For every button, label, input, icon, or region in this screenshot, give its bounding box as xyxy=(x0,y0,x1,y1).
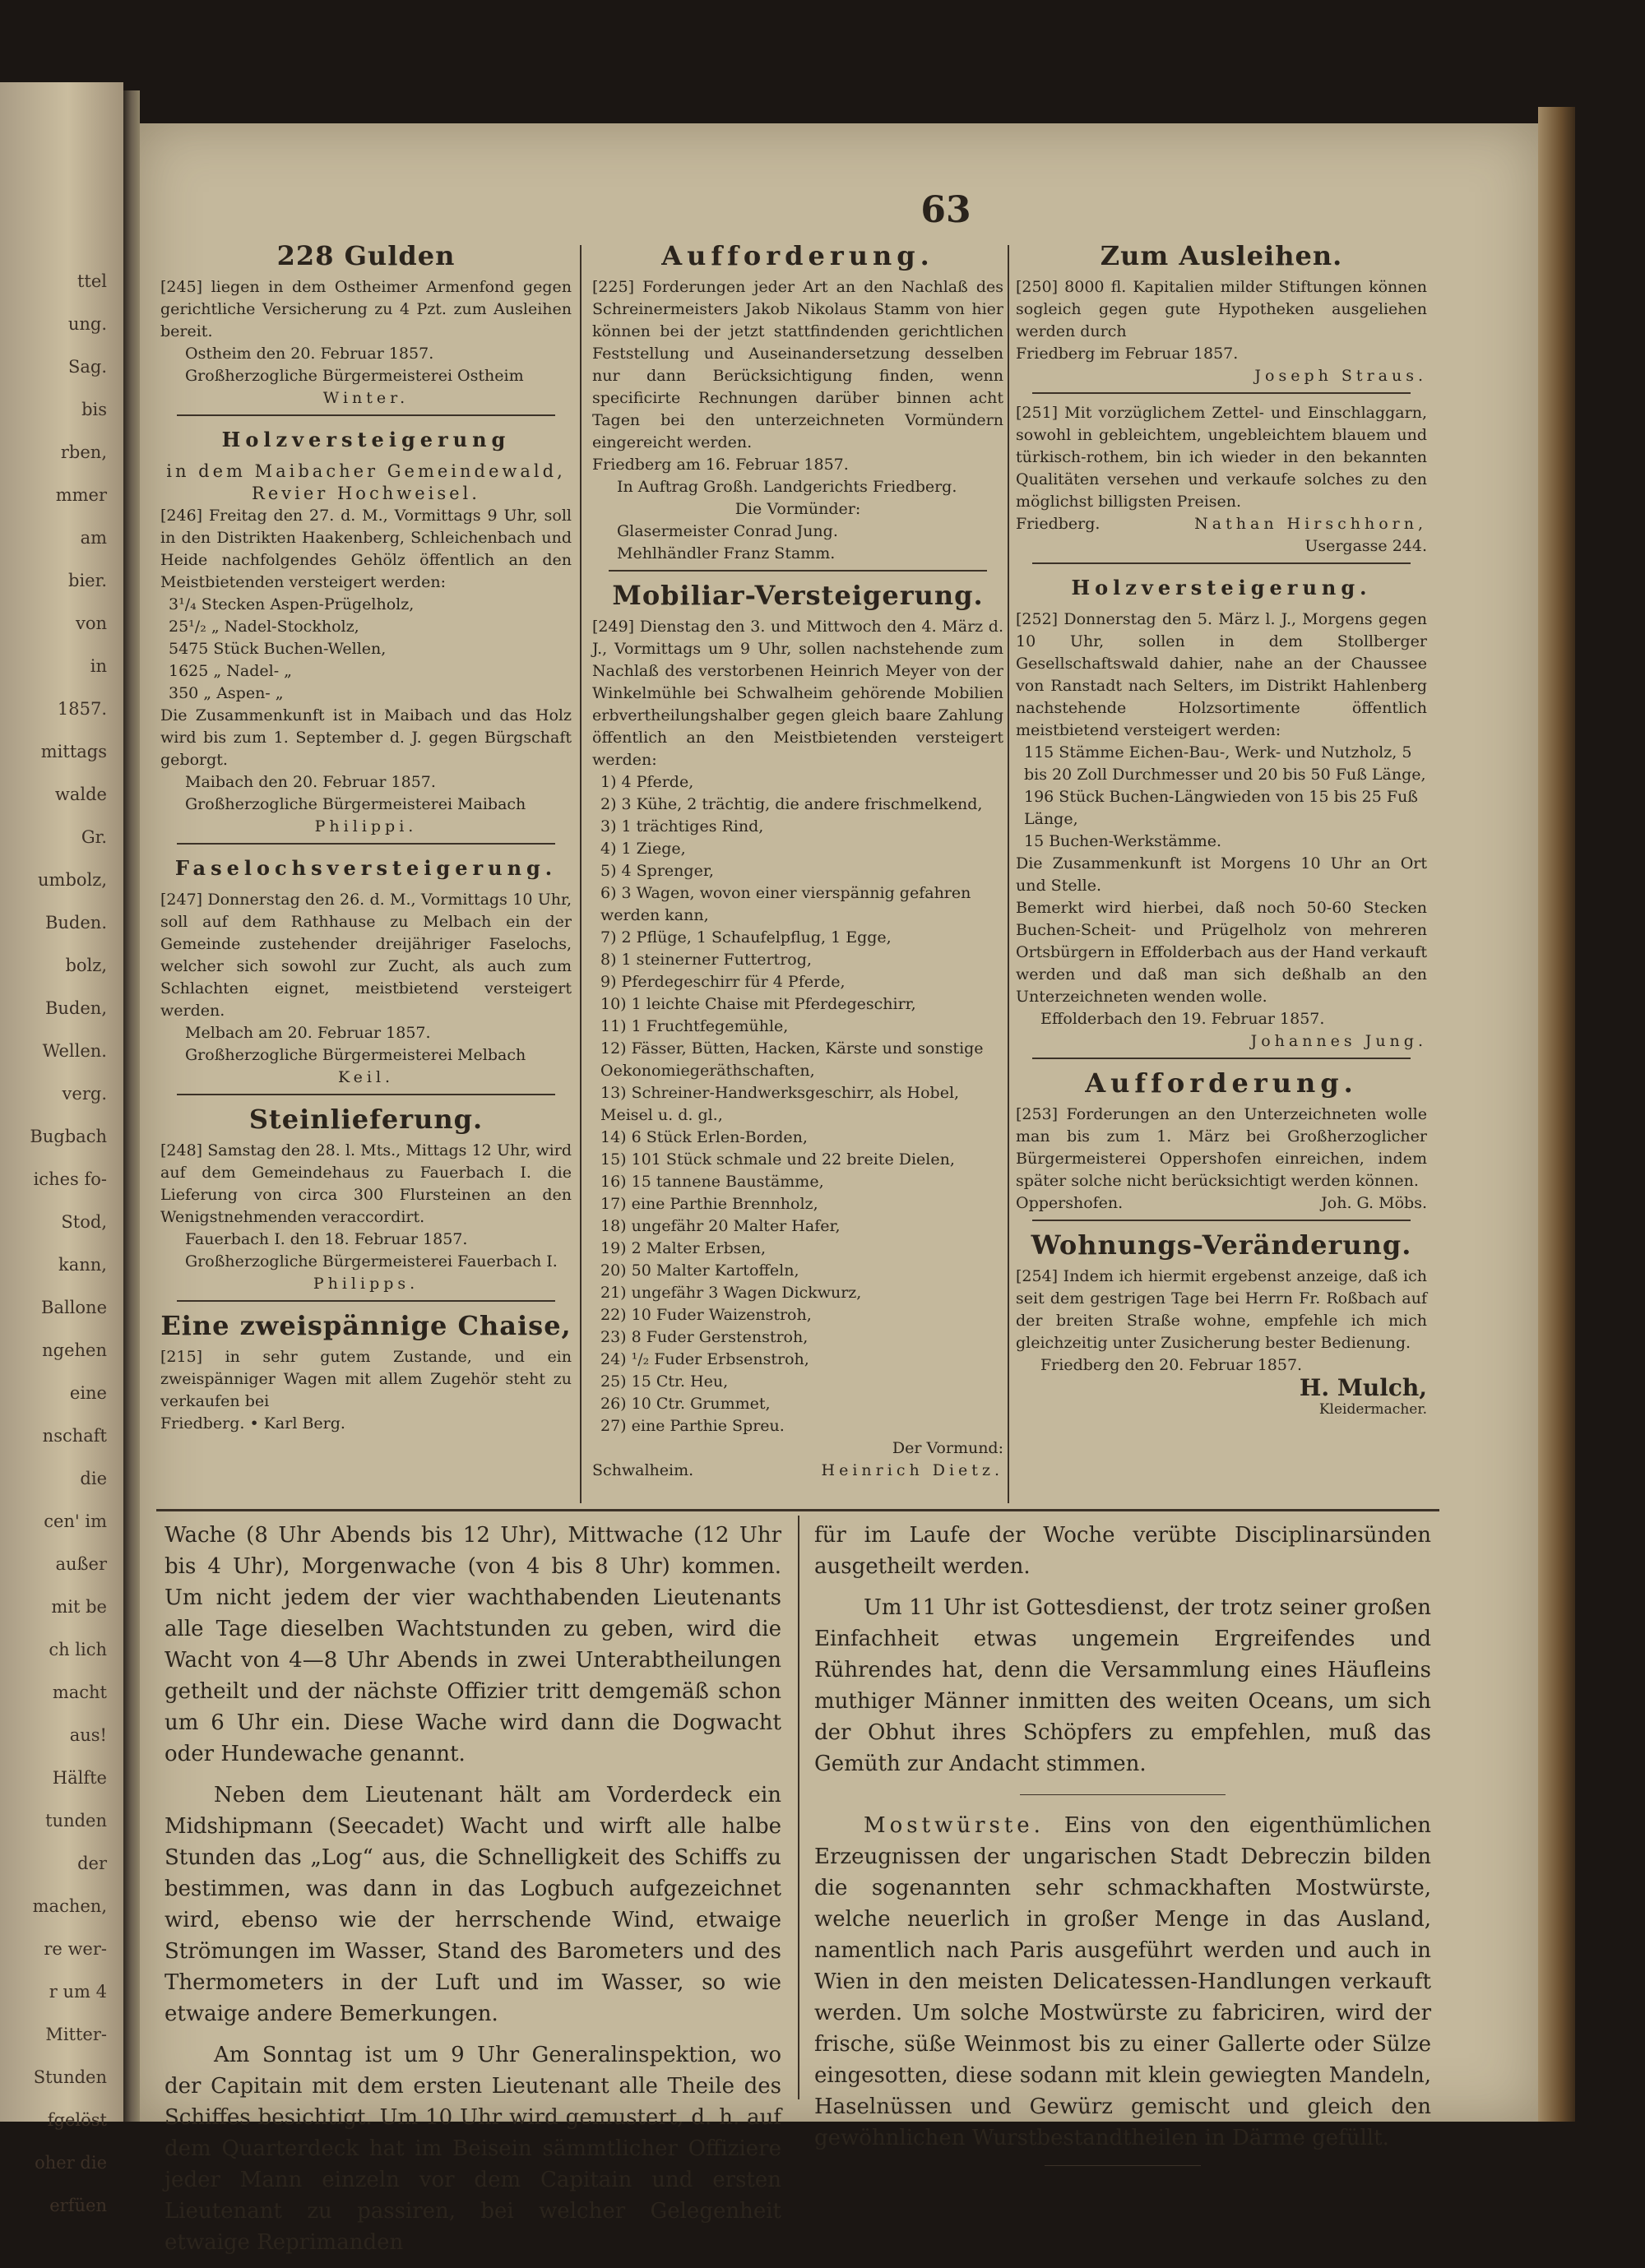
book-spine xyxy=(123,90,140,2122)
left-page-text-fragment: außer xyxy=(55,1554,107,1574)
article-right-column xyxy=(814,1520,1431,2178)
ad-subtitle: in dem Maibacher Gemeindewald, Revier Hochweisel. xyxy=(166,461,566,503)
left-page-text-fragment: Hälfte xyxy=(52,1768,107,1788)
item-list xyxy=(592,771,1003,1437)
ad-text: [252] Donnerstag den 5. März l. J., Morgens gegen 10 Uhr, sollen in dem Stollberger Gesellschaftswald dahier, nahe an der Chaussee von Ranstadt nach Selters, im Distrikt Hahlenberg nachstehende Holzsortimente öffentlich meistbietend versteigert werden: xyxy=(1016,610,1427,739)
list-item: 2) 3 Kühe, 2 trächtig, die andere frischmelkend, xyxy=(600,795,983,813)
column-2 xyxy=(592,238,1003,1487)
ad-signature: Großherzogliche Bürgermeisterei Maibach xyxy=(185,795,526,813)
ad-title: Zum Ausleihen. xyxy=(1100,240,1343,271)
article-paragraph: Wache (8 Uhr Abends bis 12 Uhr), Mittwache (12 Uhr bis 4 Uhr), Morgenwache (von 4 bis 8 Uhr) kommen. Um nicht jedem der vier wachthabenden Lieutenants alle Tage dieselben Wachtstunden zu geben, wird die Wacht von 4—8 Uhr Abends in zwei Unterabtheilungen getheilt und der nächste Offizier tritt demgemäß schon um 6 Uhr ein. Diese Wache wird dann die Dogwacht oder Hundewache genannt. xyxy=(164,1523,781,1766)
left-page-text-fragment: erfüen xyxy=(49,2196,107,2215)
ad-place: Oppershofen. xyxy=(1016,1194,1124,1212)
article-paragraph xyxy=(814,1810,1431,2154)
separator xyxy=(1032,1058,1411,1059)
column-divider xyxy=(798,1516,799,2099)
ad-date: Ostheim den 20. Februar 1857. xyxy=(185,345,434,363)
ad-text: [254] Indem ich hiermit ergebenst anzeige, daß ich seit dem gestrigen Tage bei Herrn Fr. Roßbach auf der breiten Straße wohne, empfehle ich mich gleichzeitig unter Zusicherung bester Bedienung. xyxy=(1016,1267,1427,1352)
ad-signature: Großherzogliche Bürgermeisterei Melbach xyxy=(185,1046,526,1064)
ad-signature: Großherzogliche Bürgermeisterei Ostheim xyxy=(185,367,524,385)
ad-date: Melbach am 20. Februar 1857. xyxy=(185,1024,431,1042)
left-page-text-fragment: macht xyxy=(52,1682,107,1702)
left-page-text-fragment: machen, xyxy=(32,1896,107,1916)
separator xyxy=(1032,1220,1411,1221)
column-3 xyxy=(1016,238,1427,1426)
article-paragraph: für im Laufe der Woche verübte Disciplinarsünden ausgetheilt werden. xyxy=(814,1523,1431,1579)
ad-252 xyxy=(1016,572,1427,1053)
separator xyxy=(1032,392,1411,394)
article-text: Eins von den eigenthümlichen Erzeugnissen der ungarischen Stadt Debreczin bilden die sogenannten sehr schmackhaften Mostwürste, welche neuerlich in großer Menge in das Ausland, namentlich nach Paris ausgeführt werden und auch in Wien in den meisten Delicatessen-Handlungen verkauft werden. Um solche Mostwürste zu fabriciren, wird der frische, süße Weinmost bis zu einer Gallerte oder Sülze eingesotten, diese sodann mit klein gewiegten Mandeln, Haselnüssen und Gewürz gemischt und gleich den gewöhnlichen Wurstbestandtheilen in Därme gefüllt. xyxy=(814,1813,1431,2150)
ad-text: [248] Samstag den 28. l. Mts., Mittags 12 Uhr, wird auf dem Gemeindehaus zu Fauerbach I. die Lieferung von circa 300 Flursteinen an den Wenigstnehmenden veraccordirt. xyxy=(160,1141,572,1226)
separator xyxy=(1032,562,1411,564)
list-item: 115 Stämme Eichen-Bau-, Werk- und Nutzholz, 5 bis 20 Zoll Durchmesser und 20 bis 50 Fuß Länge, xyxy=(1024,743,1426,784)
ad-signature-name: Johannes Jung. xyxy=(1250,1032,1427,1050)
newspaper-page xyxy=(140,123,1538,2255)
guardian-name: Mehlhändler Franz Stamm. xyxy=(617,544,836,562)
ad-254 xyxy=(1016,1229,1427,1421)
ad-253 xyxy=(1016,1067,1427,1215)
guardian-name: Glasermeister Conrad Jung. xyxy=(617,522,838,540)
ad-signature-name: H. Mulch, xyxy=(1299,1374,1427,1401)
left-page-text-fragment: re wer- xyxy=(44,1939,107,1959)
list-item: 10) 1 leichte Chaise mit Pferdegeschirr, xyxy=(600,995,916,1013)
separator xyxy=(1020,1794,1226,1795)
left-page-text-fragment: am xyxy=(80,528,107,548)
left-page-text-fragment: cen' im xyxy=(44,1511,107,1531)
list-item: 19) 2 Malter Erbsen, xyxy=(600,1239,767,1257)
ad-signature: Großherzogliche Bürgermeisterei Fauerbach I. xyxy=(185,1252,558,1271)
left-page-text-fragment: r um 4 xyxy=(49,1982,107,2002)
ad-245 xyxy=(160,240,572,410)
left-page-text-fragment: mmer xyxy=(55,485,107,505)
separator xyxy=(609,570,987,572)
separator xyxy=(177,1094,555,1095)
left-page-text-fragment: rben, xyxy=(60,442,107,462)
ad-place: Friedberg. xyxy=(1016,515,1101,533)
list-item: 20) 50 Malter Kartoffeln, xyxy=(600,1261,799,1280)
ad-text: [250] 8000 fl. Kapitalien milder Stiftungen können sogleich gegen gute Hypotheken ausgeliehen werden durch xyxy=(1016,278,1427,340)
list-item: 14) 6 Stück Erlen-Borden, xyxy=(600,1128,808,1146)
ad-249 xyxy=(592,580,1003,1482)
left-page-text-fragment: verg. xyxy=(62,1084,107,1104)
left-page-text-fragment: Mitter- xyxy=(45,2025,107,2044)
ad-248 xyxy=(160,1104,572,1295)
ad-title: 228 Gulden xyxy=(276,240,456,271)
left-page-text-fragment: aus! xyxy=(69,1725,107,1745)
ad-signature: Friedberg. • Karl Berg. xyxy=(160,1414,345,1433)
list-item: 23) 8 Fuder Gerstenstroh, xyxy=(600,1328,809,1346)
left-page-text-fragment: bis xyxy=(81,400,107,419)
guardian-label: Der Vormund: xyxy=(892,1439,1003,1457)
page-edge-right xyxy=(1538,107,1575,2122)
left-page-text-fragment: Ballone xyxy=(41,1298,107,1317)
list-item: 5) 4 Sprenger, xyxy=(600,862,714,880)
column-divider xyxy=(1008,245,1009,1503)
ad-signature-name: Nathan Hirschhorn, xyxy=(1194,515,1427,533)
ad-signature-name: Philippi. xyxy=(314,817,418,835)
list-item: 8) 1 steinerner Futtertrog, xyxy=(600,951,812,969)
ad-signature-name: Philipps. xyxy=(313,1275,419,1293)
ad-title: Aufforderung. xyxy=(1085,1067,1358,1099)
left-page-text-fragment: mit be xyxy=(51,1597,107,1617)
left-page-text-fragment: Stunden xyxy=(33,2067,107,2087)
ad-text: [249] Dienstag den 3. und Mittwoch den 4. März d. J., Vormittags um 9 Uhr, sollen nachstehende zum Nachlaß des verstorbenen Heinrich Meyer von der Winkelmühle bei Schwalheim gehörende Mobilien erbvertheilungshalber gegen gleich baare Zahlung öffentlich an den Meistbietenden versteigert werden: xyxy=(592,618,1003,769)
column-divider xyxy=(580,245,582,1503)
left-page-text-fragment: der xyxy=(77,1854,107,1873)
ad-text: Die Zusammenkunft ist Morgens 10 Uhr an Ort und Stelle. xyxy=(1016,854,1427,895)
ad-text: [215] in sehr gutem Zustande, und ein zweispänniger Wagen mit allem Zugehör steht zu verkaufen bei xyxy=(160,1348,572,1410)
list-item: 4) 1 Ziege, xyxy=(600,840,686,858)
list-item: 25) 15 Ctr. Heu, xyxy=(600,1372,729,1391)
list-item: 5475 Stück Buchen-Wellen, xyxy=(169,640,387,658)
ad-text: Die Zusammenkunft ist in Maibach und das Holz wird bis zum 1. September d. J. gegen Bürgschaft geborgt. xyxy=(160,706,572,769)
left-page-text-fragment: umbolz, xyxy=(38,870,107,890)
ad-text: [251] Mit vorzüglichem Zettel- und Einschlaggarn, sowohl in gebleichtem, ungebleichtem blauem und türkisch-rothem, bin ich wieder in den bekannten Qualitäten versehen und verkaufe solches zu den möglichst billigsten Preisen. xyxy=(1016,404,1427,511)
left-page-text-fragment: bolz, xyxy=(65,956,107,975)
left-page-text-fragment: Stod, xyxy=(61,1212,107,1232)
list-item: 21) ungefähr 3 Wagen Dickwurz, xyxy=(600,1284,862,1302)
ad-signature-role: Kleidermacher. xyxy=(1318,1401,1427,1418)
ad-signature-row xyxy=(1016,513,1427,535)
list-item: 17) eine Parthie Brennholz, xyxy=(600,1195,818,1213)
left-page-text-fragment: Gr. xyxy=(81,827,107,847)
separator xyxy=(177,414,555,416)
ad-title: Eine zweispännige Chaise, xyxy=(160,1310,572,1341)
ad-title: Mobiliar-Versteigerung. xyxy=(612,580,984,611)
ad-date: Maibach den 20. Februar 1857. xyxy=(185,773,436,791)
ad-247 xyxy=(160,853,572,1089)
separator xyxy=(177,1300,555,1302)
separator xyxy=(1045,2165,1201,2166)
ad-date: Friedberg im Februar 1857. xyxy=(1016,345,1239,363)
section-divider xyxy=(156,1509,1439,1511)
list-item: 196 Stück Buchen-Längwieden von 15 bis 25 Fuß Länge, xyxy=(1024,788,1418,828)
left-page-text-fragment: eine xyxy=(69,1383,107,1403)
separator xyxy=(177,843,555,845)
list-item: 27) eine Parthie Spreu. xyxy=(600,1417,785,1435)
ad-place: Schwalheim. xyxy=(592,1461,694,1479)
list-item: 3) 1 trächtiges Rind, xyxy=(600,817,764,835)
ad-authority: In Auftrag Großh. Landgerichts Friedberg. xyxy=(617,478,957,496)
list-item: 1625 „ Nadel- „ xyxy=(169,662,293,680)
list-item: 350 „ Aspen- „ xyxy=(169,684,284,702)
ad-signature-name: Winter. xyxy=(322,389,410,407)
ad-246 xyxy=(160,424,572,838)
article-paragraph: Neben dem Lieutenant hält am Vorderdeck ein Midshipmann (Seecadet) Wacht und wirft alle halbe Stunden das „Log“ aus, die Schnelligkeit des Schiffs zu bestimmen, was dann in das Logbuch aufgezeichnet wird, ebenso wie der herrschende Wind, etwaige Strömungen im Wasser, Stand des Barometers und des Thermometers in der Luft und im Wasser, so wie etwaige andere Bemerkungen. xyxy=(164,1783,781,2026)
left-page-text-fragment: die xyxy=(80,1469,107,1488)
left-page-text-fragment: Wellen. xyxy=(42,1041,107,1061)
left-page-edge xyxy=(0,82,123,2215)
ad-date: Effolderbach den 19. Februar 1857. xyxy=(1040,1010,1325,1028)
ad-signature-row xyxy=(1016,1192,1427,1215)
list-item: 18) ungefähr 20 Malter Hafer, xyxy=(600,1217,841,1235)
left-page-text-fragment: ch lich xyxy=(49,1640,107,1659)
list-item: 6) 3 Wagen, wovon einer vierspännig gefahren werden kann, xyxy=(600,884,971,924)
ad-251 xyxy=(1016,402,1427,558)
ad-title: Holzversteigerung xyxy=(221,428,511,451)
page-number: 63 xyxy=(920,189,971,231)
ad-signature-name: Joseph Straus. xyxy=(1254,367,1427,385)
list-item: 26) 10 Ctr. Grummet, xyxy=(600,1395,771,1413)
list-item: 25¹/₂ „ Nadel-Stockholz, xyxy=(169,618,359,636)
list-item: 15 Buchen-Werkstämme. xyxy=(1024,832,1222,850)
ad-225 xyxy=(592,240,1003,565)
left-page-text-fragment: tunden xyxy=(45,1811,107,1831)
list-item: 15) 101 Stück schmale und 22 breite Dielen, xyxy=(600,1150,955,1169)
ad-date: Fauerbach I. den 18. Februar 1857. xyxy=(185,1230,468,1248)
ad-date: Friedberg den 20. Februar 1857. xyxy=(1040,1356,1303,1374)
ad-signature-name: Keil. xyxy=(337,1068,395,1086)
left-page-text-fragment: oher die xyxy=(35,2153,107,2173)
list-item: 24) ¹/₂ Fuder Erbsenstroh, xyxy=(600,1350,809,1368)
list-item: 22) 10 Fuder Waizenstroh, xyxy=(600,1306,812,1324)
left-page-text-fragment: ngehen xyxy=(42,1340,107,1360)
article-heading: Mostwürste. xyxy=(864,1813,1045,1838)
ad-address: Usergasse 244. xyxy=(1304,537,1427,555)
left-page-text-fragment: iches fo- xyxy=(33,1169,107,1189)
ad-title: Faselochsversteigerung. xyxy=(174,856,558,880)
article-paragraph: Um 11 Uhr ist Gottesdienst, der trotz seiner großen Einfachheit etwas ungemein Ergreifendes und Rührendes hat, denn die Versammlung eines Häufleins muthiger Männer inmitten des weiten Oceans, um sich der Obhut ihres Schöpfers zu empfehlen, muß das Gemüth zur Andacht stimmen. xyxy=(814,1595,1431,1776)
left-page-text-fragment: bier. xyxy=(68,571,107,590)
list-item: 16) 15 tannene Baustämme, xyxy=(600,1173,824,1191)
ad-signature-name: Heinrich Dietz. xyxy=(821,1461,1003,1479)
list-item: 9) Pferdegeschirr für 4 Pferde, xyxy=(600,973,846,991)
ad-title: Wohnungs-Veränderung. xyxy=(1031,1229,1412,1261)
left-page-text-fragment: kann, xyxy=(58,1255,107,1275)
left-page-text-fragment: Sag. xyxy=(67,357,107,377)
left-page-text-fragment: Bugbach xyxy=(30,1127,107,1146)
ad-date: Friedberg am 16. Februar 1857. xyxy=(592,456,849,474)
ad-text: [245] liegen in dem Ostheimer Armenfond gegen gerichtliche Versicherung zu 4 Pzt. zum Ausleihen bereit. xyxy=(160,278,572,340)
left-page-text-fragment: mittags xyxy=(40,742,107,761)
ad-title: Aufforderung. xyxy=(661,240,934,271)
ad-signature-row xyxy=(592,1460,1003,1482)
left-page-text-fragment: von xyxy=(75,613,107,633)
list-item: 7) 2 Pflüge, 1 Schaufelpflug, 1 Egge, xyxy=(600,928,892,947)
left-page-text-fragment: ung. xyxy=(67,314,107,334)
ad-text: [253] Forderungen an den Unterzeichneten wolle man bis zum 1. März bei Großherzoglicher Bürgermeisterei Oppershofen einreichen, indem später solche nicht berücksichtigt werden können. xyxy=(1016,1105,1427,1190)
article-paragraph: Am Sonntag ist um 9 Uhr Generalinspektion, wo der Capitain mit dem ersten Lieutenant alle Theile des Schiffes besichtigt. Um 10 Uhr wird gemustert, d. h. auf dem Quarterdeck hat im Beisein sämmtlicher Offiziere jeder Mann einzeln vor dem Capitain und ersten Lieutenant zu passiren, bei welcher Gelegenheit etwaige Reprimanden xyxy=(164,2043,781,2255)
left-page-text-fragment: 1857. xyxy=(57,699,107,719)
ad-215 xyxy=(160,1310,572,1435)
ad-250 xyxy=(1016,240,1427,387)
list-item: 1) 4 Pferde, xyxy=(600,773,694,791)
column-1 xyxy=(160,238,572,1440)
left-page-text-fragment: Buden. xyxy=(44,913,107,933)
left-page-text-fragment: fgelöst xyxy=(47,2110,107,2130)
ad-text: [225] Forderungen jeder Art an den Nachlaß des Schreinermeisters Jakob Nikolaus Stamm von hier können bei der jetzt stattfindenden gerichtlichen Feststellung und Auseinandersetzung desselben nur dann Berücksichtigung finden, wenn specificirte Rechnungen darüber binnen acht Tagen bei den unterzeichneten Vormündern eingereicht werden. xyxy=(592,278,1003,451)
left-page-text-fragment: nschaft xyxy=(42,1426,107,1446)
ad-text: Bemerkt wird hierbei, daß noch 50-60 Stecken Buchen-Scheit- und Prügelholz von mehreren Ortsbürgern in Effolderbach aus der Hand verkauft werden und daß man sich deßhalb an den Unterzeichneten wenden wolle. xyxy=(1016,899,1427,1006)
ad-text: [247] Donnerstag den 26. d. M., Vormittags 10 Uhr, soll auf dem Rathhause zu Melbach ein der Gemeinde zustehender dreijähriger Faselochs, welcher sich sowohl zur Zucht, als auch zum Schlachten eignet, meistbietend versteigert werden. xyxy=(160,891,572,1020)
list-item: 3¹/₄ Stecken Aspen-Prügelholz, xyxy=(169,595,415,613)
guardian-label: Die Vormünder: xyxy=(734,500,861,518)
ad-signature-name: Joh. G. Möbs. xyxy=(1321,1194,1427,1212)
list-item: 12) Fässer, Bütten, Hacken, Kärste und sonstige Oekonomiegeräthschaften, xyxy=(600,1039,984,1080)
list-item: 11) 1 Fruchtfegemühle, xyxy=(600,1017,789,1035)
ad-title: Holzversteigerung. xyxy=(1071,576,1372,599)
ad-title: Steinlieferung. xyxy=(248,1104,484,1135)
left-page-text-fragment: walde xyxy=(54,785,107,804)
list-item: 13) Schreiner-Handwerksgeschirr, als Hobel, Meisel u. d. gl., xyxy=(600,1084,960,1124)
left-page-text-fragment: Buden, xyxy=(44,998,107,1018)
ad-text: [246] Freitag den 27. d. M., Vormittags 9 Uhr, soll in den Distrikten Haakenberg, Schleichenbach und Heide nachfolgendes Gehölz öffentlich an den Meistbietenden versteigert werden: xyxy=(160,507,572,591)
article-left-column xyxy=(164,1520,781,2268)
left-page-text-fragment: ttel xyxy=(76,271,107,291)
left-page-text-fragment: in xyxy=(90,656,107,676)
